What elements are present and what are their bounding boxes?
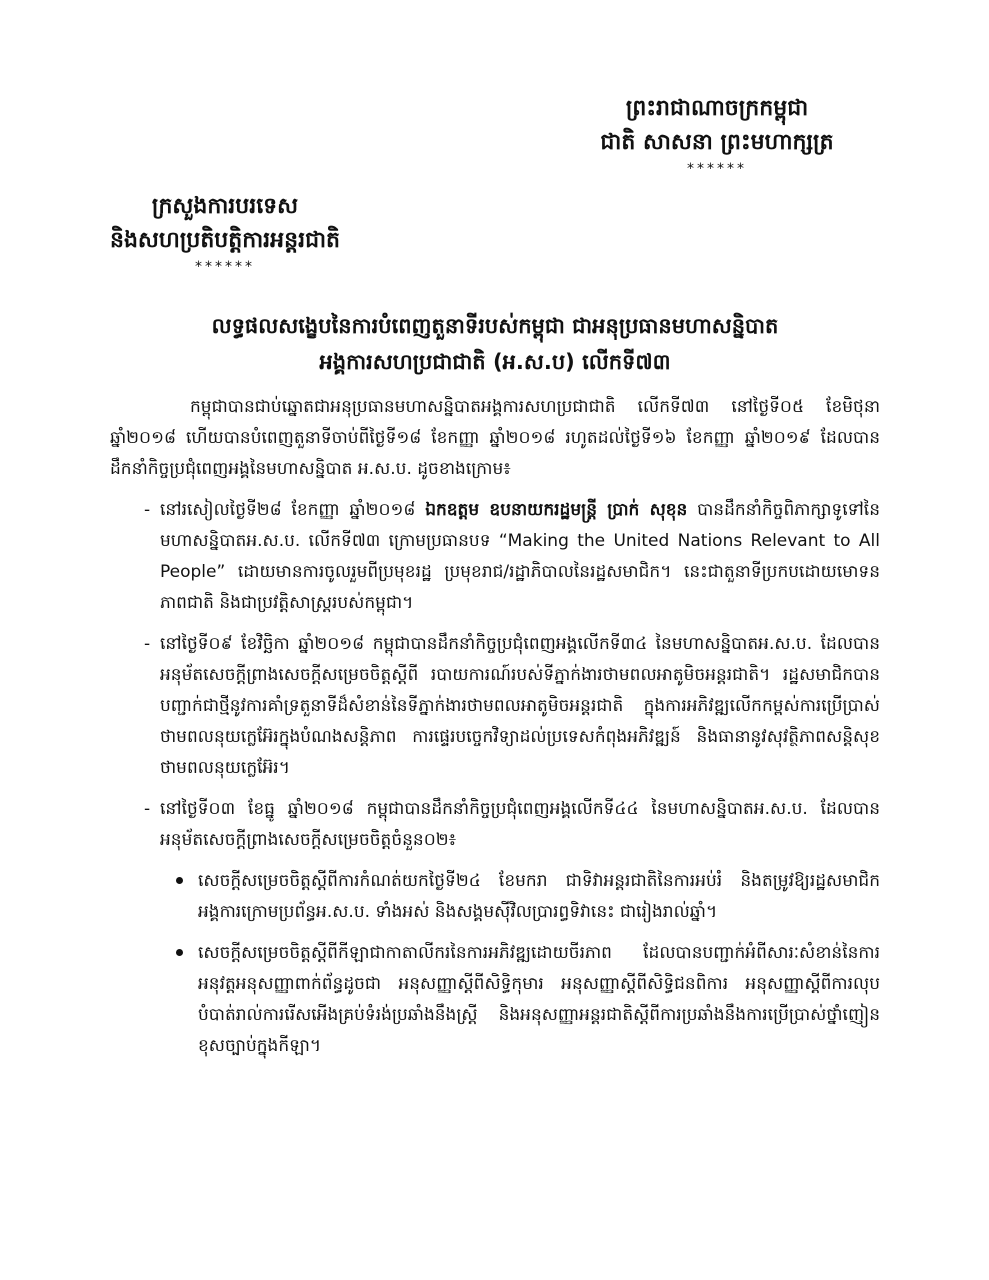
ministry-name-line1: ក្រសួងការបរទេស [151,194,299,219]
resolution-list [110,866,880,1062]
dash-marker: - [144,799,151,819]
ministry-name-line2: និងសហប្រតិបត្តិការអន្តរជាតិ [110,228,340,253]
kingdom-name: ព្រះរាជាណាចក្រកម្ពុជា [625,96,809,121]
document-body [110,392,880,1072]
list-item [110,794,880,856]
title-line1: លទ្ធផលសង្ខេបនៃការបំពេញតួនាទីរបស់កម្ពុជា ជាអនុប្រធានមហាសន្និបាត [211,314,779,338]
item-text-cont: បានដឹកនាំកិច្ចពិភាក្សាទូទៅនៃមហាសន្និបាតអ.ស.ប. លើកទី៧៣ ក្រោមប្រធានបទ “Making the United Nations Relevant to All People” ដោយមានការចូលរួមពីប្រមុខរដ្ឋ ប្រមុខរាជ/រដ្ឋាភិបាលនៃរដ្ឋសមាជិក។ នេះជាតួនាទីប្រកបដោយមោទនភាពជាតិ និងជាប្រវត្តិសាស្ត្ររបស់កម្ពុជា។ [160,500,880,613]
kingdom-stars: ****** [687,161,747,177]
title-line2: អង្គការសហប្រជាជាតិ (អ.ស.ប) លើកទី៧៣ [319,350,671,374]
item-text: នៅថ្ងៃទី០៩ ខែវិច្ឆិកា ឆ្នាំ២០១៨ កម្ពុជាបានដឹកនាំកិច្ចប្រជុំពេញអង្គលើកទី៣៤ នៃមហាសន្និបាតអ.ស.ប. ដែលបានអនុម័តសេចក្តីព្រាងសេចក្តីសម្រេចចិត្តស្តីពី របាយការណ៍របស់ទីភ្នាក់ងារថាមពលអាតូមិចអន្តរជាតិ។ រដ្ឋសមាជិកបានបញ្ជាក់ជាថ្មីនូវការគាំទ្រតួនាទីដ៏សំខាន់នៃទីភ្នាក់ងារថាមពលអាតូមិចអន្តរជាតិ ក្នុងការអភិវឌ្ឍលើកកម្ពស់ការប្រើប្រាស់ថាមពលនុយក្លេអ៊ែរក្នុងបំណងសន្តិភាព ការផ្ទេរបច្ចេកវិទ្យាដល់ប្រទេសកំពុងអភិវឌ្ឍន៍ និងធានានូវសុវត្ថិភាពសន្តិសុខថាមពលនុយក្លេអ៊ែរ។ [160,634,880,778]
dash-marker: - [144,500,151,520]
resolution-text: សេចក្តីសម្រេចចិត្តស្តីពីកីឡាជាកាតាលីករនៃការអភិវឌ្ឍដោយចីរភាព ដែលបានបញ្ជាក់អំពីសារៈសំខាន់នៃការអនុវត្តអនុសញ្ញាពាក់ព័ន្ធដូចជា អនុសញ្ញាស្តីពីសិទ្ធិកុមារ អនុសញ្ញាស្តីពីសិទ្ធិជនពិការ អនុសញ្ញាស្តីពីការលុបបំបាត់រាល់ការរើសអើងគ្រប់ទំរង់ប្រឆាំងនឹងស្ត្រី និងអនុសញ្ញាអន្តរជាតិស្តីពីការប្រឆាំងនឹងការប្រើប្រាស់ថ្នាំញៀនខុសច្បាប់ក្នុងកីឡា។ [198,943,880,1056]
ministry-header [60,190,390,276]
bullet-dot-icon [176,949,183,956]
item-text: នៅរសៀលថ្ងៃទី២៨ ខែកញ្ញា ឆ្នាំ២០១៨ [160,500,426,520]
intro-paragraph: កម្ពុជាបានជាប់ឆ្នោតជាអនុប្រធានមហាសន្និបាតអង្គការសហប្រជាជាតិ លើកទី៧៣ នៅថ្ងៃទី០៥ ខែមិថុនា ឆ្នាំ២០១៨ ហើយបានបំពេញតួនាទីចាប់ពីថ្ងៃទី១៨ ខែកញ្ញា ឆ្នាំ២០១៨ រហូតដល់ថ្ងៃទី១៦ ខែកញ្ញា ឆ្នាំ២០១៩ ដែលបានដឹកនាំកិច្ចប្រជុំពេញអង្គនៃមហាសន្និបាត អ.ស.ប. ដូចខាងក្រោម៖ [110,397,880,479]
resolution-item [110,866,880,928]
national-motto: ជាតិ សាសនា ព្រះមហាក្សត្រ [600,130,834,155]
ministry-stars: ****** [195,259,255,275]
document-title [60,308,930,380]
bullet-dot-icon [176,877,183,884]
list-item [110,629,880,784]
dash-marker: - [144,634,151,654]
item-text: នៅថ្ងៃទី០៣ ខែធ្នូ ឆ្នាំ២០១៨ កម្ពុជាបានដឹកនាំកិច្ចប្រជុំពេញអង្គលើកទី៤៤ នៃមហាសន្និបាតអ.ស.ប. ដែលបានអនុម័តសេចក្តីព្រាងសេចក្តីសម្រេចចិត្តចំនួន០២៖ [160,799,880,850]
list-item [110,495,880,619]
item-bold-text: ឯកឧត្តម ឧបនាយករដ្ឋមន្ត្រី ប្រាក់ សុខុន [425,500,688,520]
kingdom-header [557,92,877,178]
resolution-text: សេចក្តីសម្រេចចិត្តស្តីពីការកំណត់យកថ្ងៃទី២៤ ខែមករា ជាទិវាអន្តរជាតិនៃការអប់រំ និងតម្រូវឱ្យរដ្ឋសមាជិក អង្គការក្រោមប្រព័ន្ធអ.ស.ប. ទាំងអស់ និងសង្គមស៊ីវិលប្រារព្ធទិវានេះ ជារៀងរាល់ឆ្នាំ។ [198,871,880,922]
resolution-item [110,938,880,1062]
